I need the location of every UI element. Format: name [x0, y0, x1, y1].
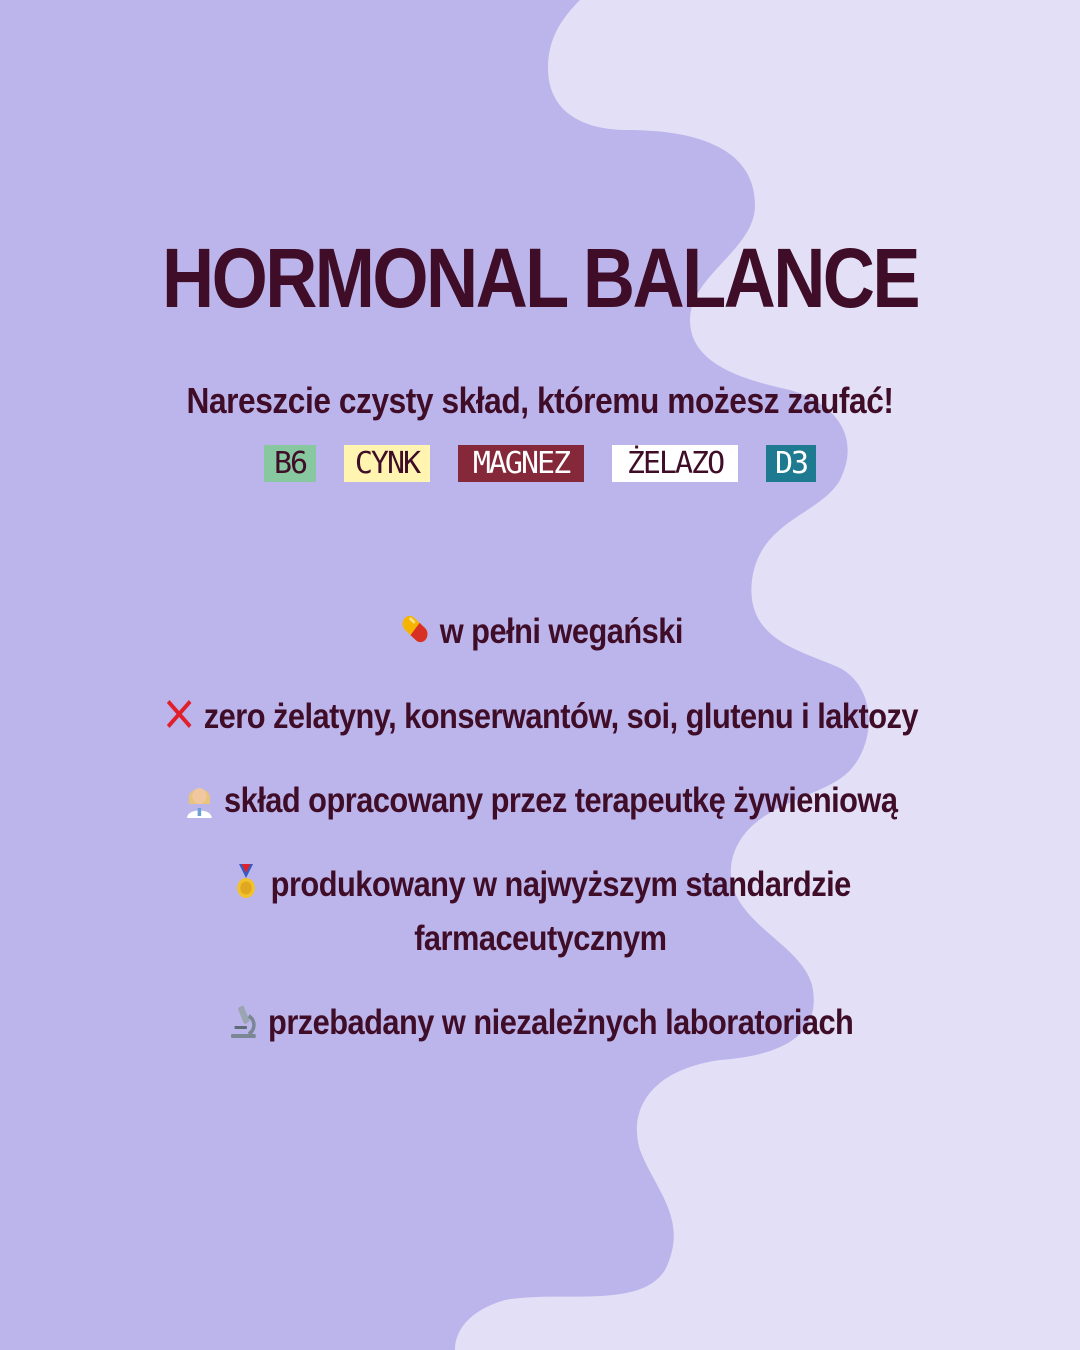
- subtitle: Nareszcie czysty skład, któremu możesz zaufać!: [186, 380, 894, 421]
- feature-pharma-standard: [0, 858, 1080, 912]
- feature-text: zero żelatyny, konserwantów, soi, glutenu i laktozy: [204, 697, 919, 736]
- page-title: HORMONAL BALANCE: [161, 231, 918, 325]
- feature-text: skład opracowany przez terapeutkę żywieniową: [224, 781, 898, 820]
- health-worker-icon: [182, 778, 217, 818]
- feature-vegan: [0, 605, 1080, 659]
- feature-free-from: [0, 690, 1080, 744]
- feature-dietitian: [0, 774, 1080, 828]
- tag-d3: D3: [766, 445, 816, 482]
- tag-cynk: CYNK: [344, 445, 430, 482]
- feature-text: przebadany w niezależnych laboratoriach: [268, 1003, 854, 1042]
- feature-text: produkowany w najwyższym standardzie: [271, 865, 852, 904]
- tag-zelazo: ŻELAZO: [612, 445, 738, 482]
- microscope-icon: [226, 1000, 261, 1040]
- tag-b6: B6: [264, 445, 316, 482]
- feature-text: w pełni wegański: [439, 612, 683, 651]
- ingredient-tags: [0, 445, 1080, 482]
- pill-icon: [397, 609, 432, 649]
- feature-text: farmaceutycznym: [413, 919, 667, 958]
- medal-icon: [229, 862, 264, 902]
- tag-magnez: MAGNEZ: [458, 445, 584, 482]
- cross-mark-icon: [162, 694, 197, 734]
- feature-pharma-standard-line2: [0, 912, 1080, 966]
- feature-lab-tested: [0, 996, 1080, 1050]
